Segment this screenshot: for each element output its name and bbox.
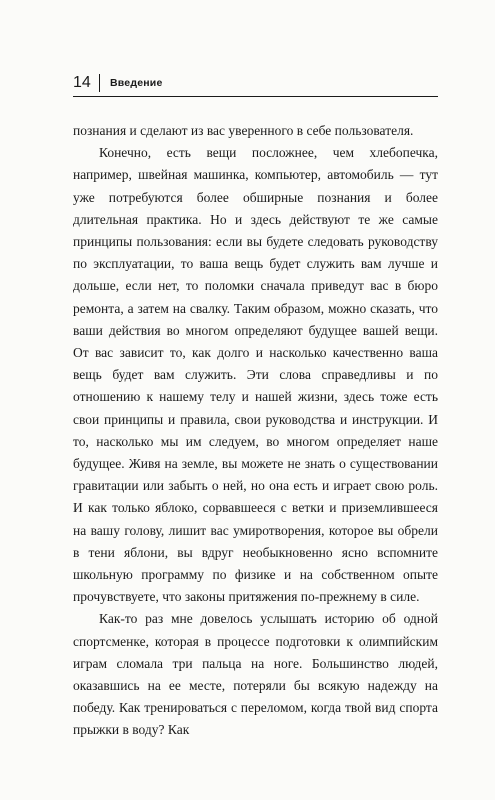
running-title: Введение (110, 77, 163, 89)
page-header (73, 70, 438, 97)
page-number: 14 (73, 74, 91, 91)
paragraph: Как-то раз мне довелось услышать историю об одной спортсменке, которая в процессе подготовки к олимпийским играм сломала три пальца на ноге. Большинство людей, оказавшись на ее месте, потеряли бы всякую надежду на победу. Как тренироваться с переломом, когда твой вид спорта прыжки в воду? Как (73, 611, 438, 738)
paragraph: Конечно, есть вещи посложнее, чем хлебопечка, например, швейная машинка, компьютер, автомобиль — тут уже потребуются более обширные познания и более длительная практика. Но и здесь действуют те же самые принципы пользования: если вы будете следовать руководству по эксплуатации, то ваша вещь будет служить вам лучше и дольше, если нет, то поломки сначала приведут вас в бюро ремонта, а затем на свалку. Таким образом, можно сказать, что ваши действия во многом определяют будущее вашей вещи. От вас зависит то, как долго и насколько качественно ваша вещь будет вам служить. Эти слова справедливы и по отношению к нашему телу и нашей жизни, здесь тоже есть свои принципы и правила, свои руководства и инструкции. И то, насколько мы им следуем, во многом определяет наше будущее. Живя на земле, вы можете не знать о существовании гравитации или забыть о ней, но она есть и играет свою роль. И как только яблоко, сорвавшееся с ветки и приземлившееся на вашу голову, лишит вас умиротворения, которое вы обрели в тени яблони, вы вдруг необыкновенно ясно вспомните школьную программу по физике и на собственном опыте прочувствуете, что законы притяжения по-прежнему в силе. (73, 145, 438, 605)
body-text (73, 120, 438, 742)
paragraph-continuation: познания и сделают из вас уверенного в себе пользователя. (73, 123, 414, 138)
